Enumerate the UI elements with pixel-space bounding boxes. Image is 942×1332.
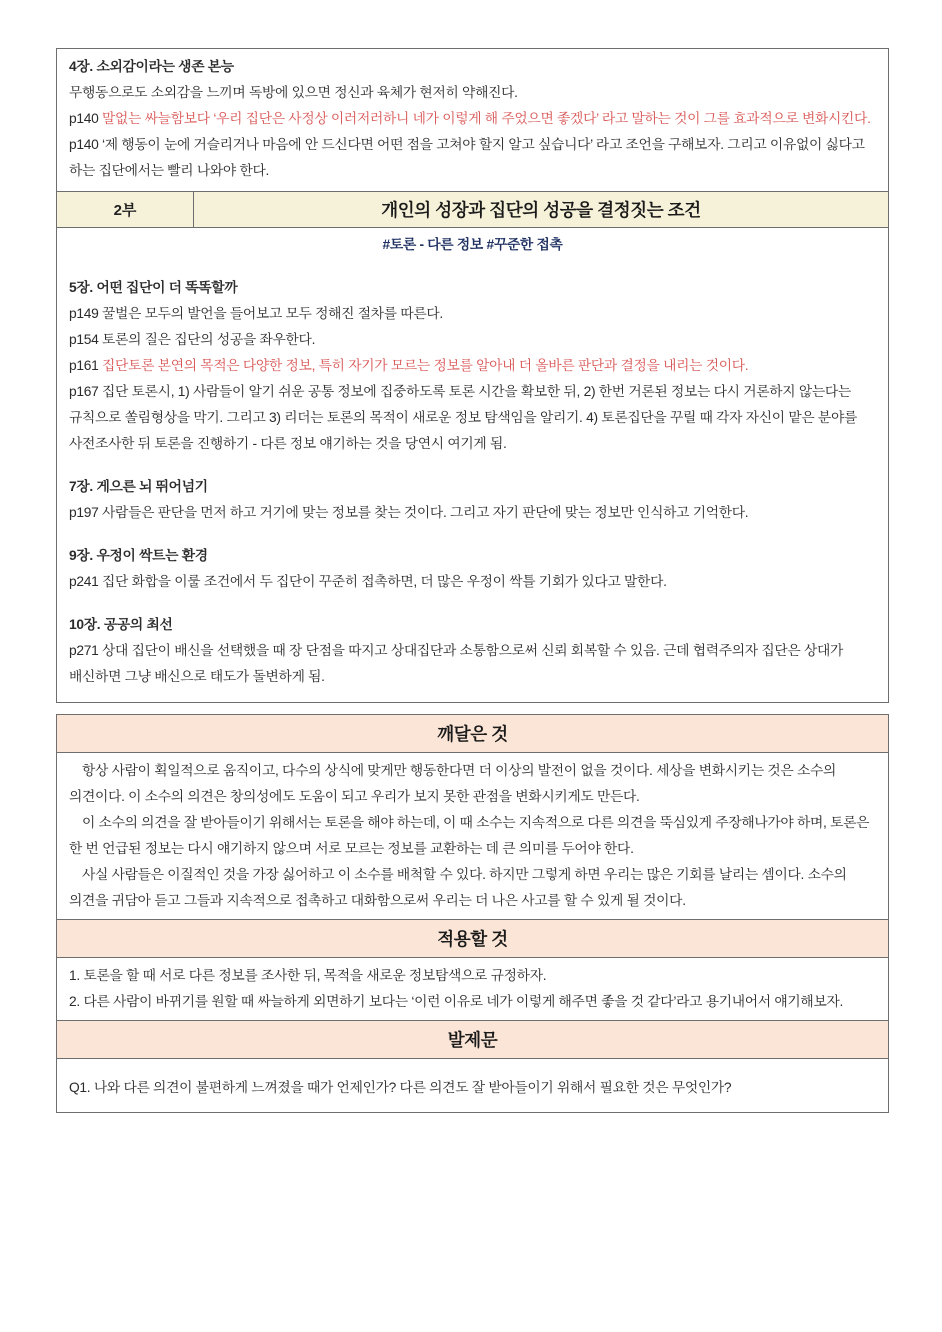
section-body	[57, 958, 888, 1021]
paragraph	[69, 301, 876, 327]
text-segment: p161	[69, 358, 103, 373]
section-body	[57, 753, 888, 920]
section-header: 발제문	[57, 1021, 888, 1059]
paragraph	[69, 353, 876, 379]
text-segment: 5장. 어떤 집단이 더 똑똑할까	[69, 280, 238, 295]
text-segment: p149 꿀벌은 모두의 발언을 들어보고 모두 정해진 절차를 따른다.	[69, 306, 443, 321]
section-header: 깨달은 것	[57, 715, 888, 753]
section-body	[57, 1059, 888, 1112]
paragraph	[69, 810, 876, 862]
text-segment: p197 사람들은 판단을 먼저 하고 거기에 맞는 정보를 찾는 것이다. 그리고 자기 판단에 맞는 정보만 인식하고 기억한다.	[69, 505, 749, 520]
reading-note-document	[56, 48, 889, 1113]
text-segment: 이 소수의 의견을 잘 받아들이기 위해서는 토론을 해야 하는데, 이 때 소수는 지속적으로 다른 의견을 뚝심있게 주장해나가야 하며, 토론은 한 번 언급된 정보는 다시 얘기하지 않으며 서로 모르는 정보를 교환하는 데 큰 의미를 두어야 한다.	[69, 815, 870, 856]
chapter4-paragraphs	[69, 80, 876, 184]
book-summary-table	[56, 48, 889, 703]
part-title-cell: 개인의 성장과 집단의 성공을 결정짓는 조건	[381, 200, 701, 220]
text-segment: Q1. 나와 다른 의견이 불편하게 느껴졌을 때가 언제인가? 다른 의견도 잘 받아들이기 위해서 필요한 것은 무엇인가?	[69, 1080, 732, 1095]
part-number-cell: 2부	[57, 192, 194, 227]
section-header: 적용할 것	[57, 920, 888, 958]
reflection-table	[56, 714, 889, 1113]
chapter-heading: 4장. 소외감이라는 생존 본능	[69, 59, 234, 74]
text-segment: 2. 다른 사람이 바뀌기를 원할 때 싸늘하게 외면하기 보다는 ‘이런 이유로 네가 이렇게 해주면 좋을 것 같다’라고 용기내어서 얘기해보자.	[69, 994, 844, 1009]
paragraph	[69, 1075, 876, 1101]
paragraph	[69, 379, 876, 457]
section-apply	[57, 920, 888, 1021]
paragraph	[69, 989, 876, 1015]
paragraph	[69, 963, 876, 989]
paragraph	[69, 106, 876, 132]
reflection-sections	[57, 715, 888, 1112]
text-segment: p140 ‘제 행동이 눈에 거슬리거나 마음에 안 드신다면 어떤 점을 고쳐야 할지 알고 싶습니다’ 라고 조언을 구해보자. 그리고 이유없이 싫다고 하는 집단에서는 빨리 나와야 한다.	[69, 137, 865, 178]
paragraph	[69, 80, 876, 106]
paragraph	[69, 758, 876, 810]
text-segment: p167 집단 토론시, 1) 사람들이 알기 쉬운 공통 정보에 집중하도록 토론 시간을 확보한 뒤, 2) 한번 거론된 정보는 다시 거론하지 않는다는 규칙으로 쏠림형상을 막기. 그리고 3) 리더는 토론의 목적이 새로운 정보 탐색임을 알리기. 4) 토론집단을 꾸릴 때 각자 자신이 맡은 분야를 사전조사한 뒤 토론을 진행하기 - 다른 정보 얘기하는 것을 당연시 여기게 됨.	[69, 384, 858, 451]
chapter-heading	[69, 543, 876, 569]
part-title-row	[57, 191, 888, 228]
paragraph	[69, 862, 876, 914]
chapter-heading	[69, 474, 876, 500]
chapter-heading	[69, 275, 876, 301]
paragraph	[69, 327, 876, 353]
text-segment: p271 상대 집단이 배신을 선택했을 때 장 단점을 따지고 상대집단과 소통함으로써 신뢰 회복할 수 있음. 근데 협력주의자 집단은 상대가 배신하면 그냥 배신으로 태도가 돌변하게 됨.	[69, 643, 844, 684]
paragraph	[69, 638, 876, 690]
section-realized	[57, 715, 888, 920]
chapter-list	[69, 275, 876, 690]
highlight-red-text: 집단토론 본연의 목적은 다양한 정보, 특히 자기가 모르는 정보를 알아내 더 올바른 판단과 결정을 내리는 것이다.	[102, 358, 749, 373]
text-segment: 무행동으로도 소외감을 느끼며 독방에 있으면 정신과 육체가 현저히 약해진다.	[69, 85, 518, 100]
paragraph	[69, 569, 876, 595]
text-segment: 9장. 우정이 싹트는 환경	[69, 548, 208, 563]
text-segment: p241 집단 화합을 이룰 조건에서 두 집단이 꾸준히 접촉하면, 더 많은 우정이 싹틀 기회가 있다고 말한다.	[69, 574, 667, 589]
paragraph	[69, 132, 876, 184]
text-segment: 항상 사람이 획일적으로 움직이고, 다수의 상식에 맞게만 행동한다면 더 이상의 발전이 없을 것이다. 세상을 변화시키는 것은 소수의 의견이다. 이 소수의 의견은 창의성에도 도움이 되고 우리가 보지 못한 관점을 변화시키게도 만든다.	[69, 763, 837, 804]
text-segment: 사실 사람들은 이질적인 것을 가장 싫어하고 이 소수를 배척할 수 있다. 하지만 그렇게 하면 우리는 많은 기회를 날리는 셈이다. 소수의 의견을 귀담아 듣고 그들과 지속적으로 접촉하고 대화함으로써 우리는 더 나은 사고를 할 수 있게 될 것이다.	[69, 867, 847, 908]
text-segment: p154 토론의 질은 집단의 성공을 좌우한다.	[69, 332, 316, 347]
paragraph	[69, 500, 876, 526]
chapter-heading	[69, 612, 876, 638]
chapter4-section	[57, 49, 888, 191]
text-segment: 7장. 게으른 뇌 뛰어넘기	[69, 479, 208, 494]
text-segment: 1. 토론을 할 때 서로 다른 정보를 조사한 뒤, 목적을 새로운 정보탐색으로 규정하자.	[69, 968, 547, 983]
text-segment: 10장. 공공의 최선	[69, 617, 173, 632]
hashtag-line: #토론 - 다른 정보 #꾸준한 접촉	[382, 237, 563, 252]
text-segment: p140	[69, 111, 103, 126]
section-question	[57, 1021, 888, 1112]
highlight-red-text: 말없는 싸늘함보다 ‘우리 집단은 사정상 이러저러하니 네가 이렇게 해 주었으면 좋겠다’ 라고 말하는 것이 그를 효과적으로 변화시킨다.	[102, 111, 871, 126]
chapters-section	[57, 228, 888, 702]
